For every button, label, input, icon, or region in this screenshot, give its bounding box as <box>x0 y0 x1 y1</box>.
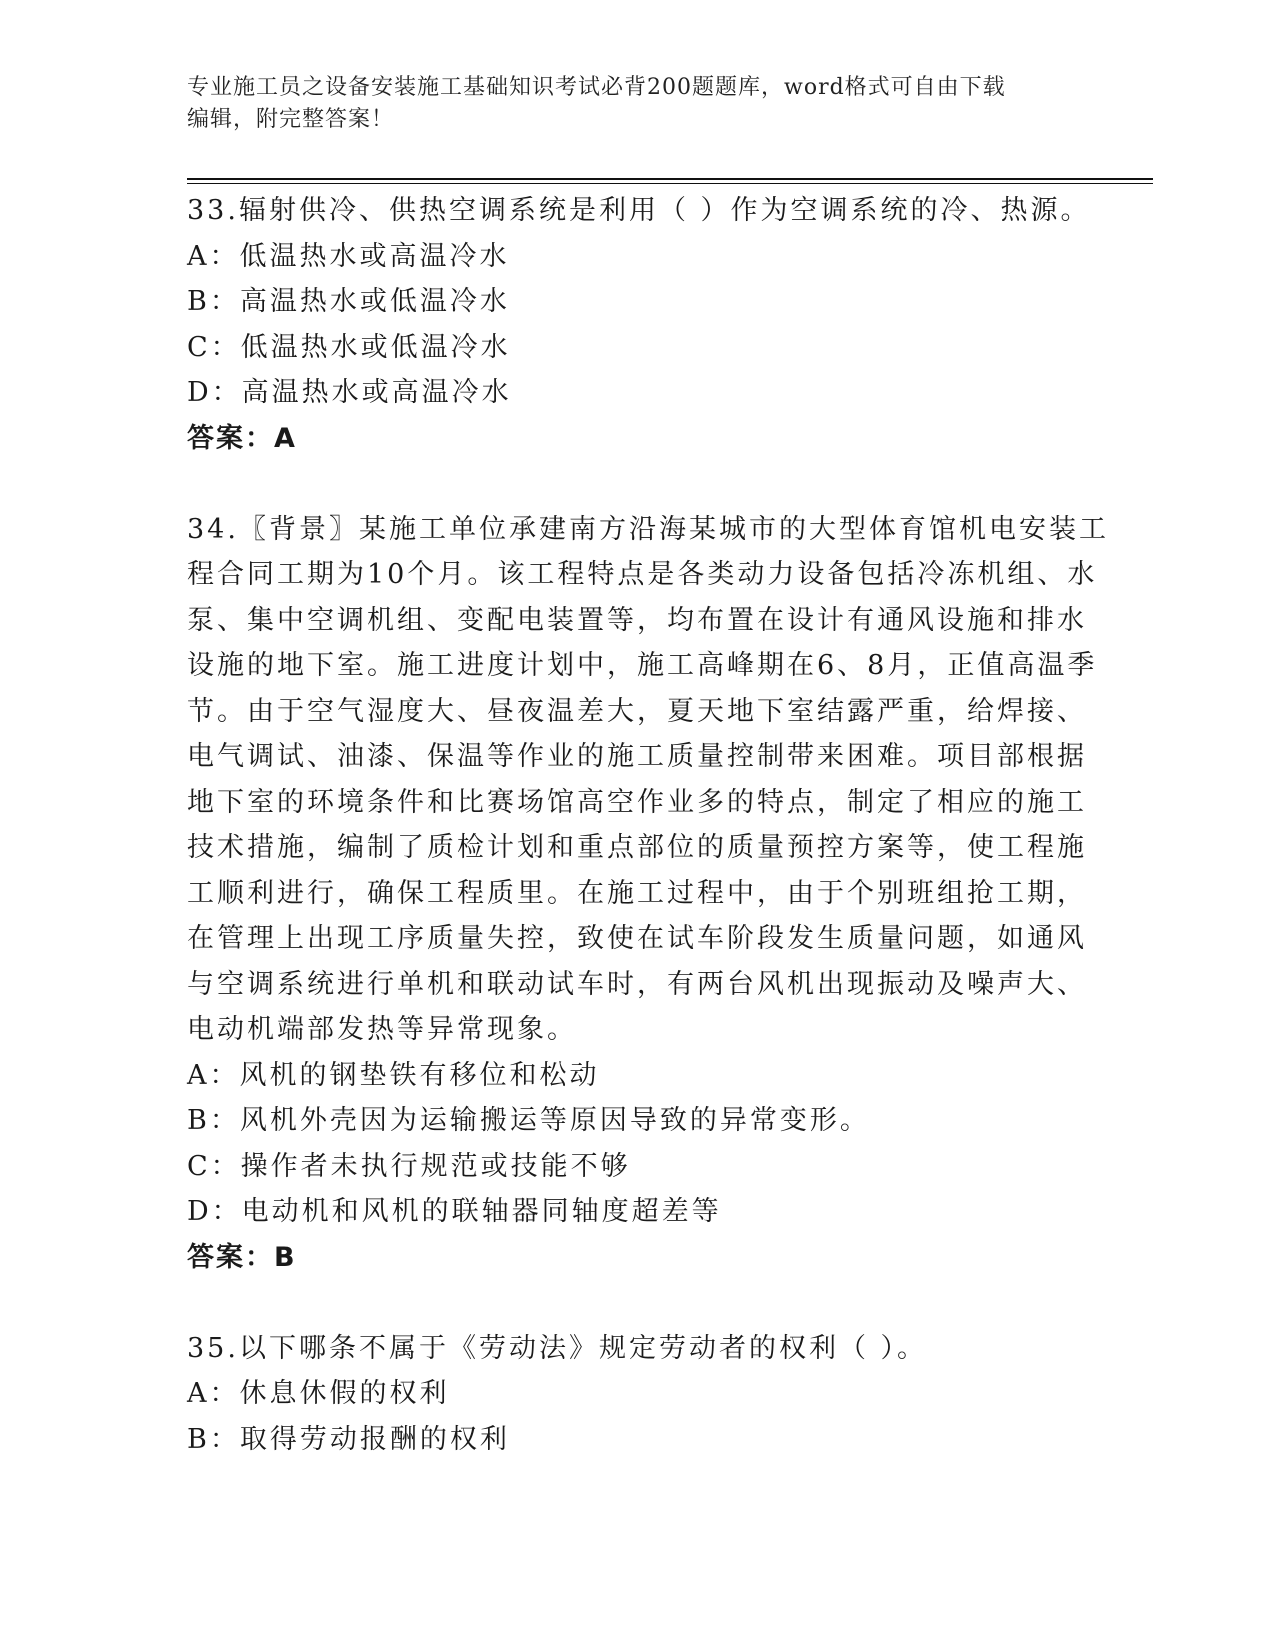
document-header <box>187 72 1087 136</box>
question-stem-line: 34.〖背景〗某施工单位承建南方沿海某城市的大型体育馆机电安装工 <box>187 513 1109 545</box>
header-line-1: 专业施工员之设备安装施工基础知识考试必背200题题库，word格式可自由下载 <box>187 75 1006 100</box>
question-stem-line: 泵、集中空调机组、变配电装置等，均布置在设计有通风设施和排水 <box>187 604 1087 636</box>
option-b: B：风机外壳因为运输搬运等原因导致的异常变形。 <box>187 1105 870 1136</box>
question-stem-line: 电动机端部发热等异常现象。 <box>187 1014 577 1045</box>
question-stem-line: 与空调系统进行单机和联动试车时，有两台风机出现振动及噪声大、 <box>187 968 1087 1000</box>
question-stem-line: 地下室的环境条件和比赛场馆高空作业多的特点，制定了相应的施工 <box>187 786 1087 818</box>
option-a: A：休息休假的权利 <box>187 1378 450 1409</box>
question-stem-line: 电气调试、油漆、保温等作业的施工质量控制带来困难。项目部根据 <box>187 741 1087 772</box>
answer-line: 答案：B <box>187 1241 297 1273</box>
question-stem-line: 节。由于空气湿度大、昼夜温差大，夏天地下室结露严重，给焊接、 <box>187 695 1087 727</box>
question-35 <box>187 1326 1087 1463</box>
question-stem-line: 工顺利进行，确保工程质里。在施工过程中，由于个别班组抢工期， <box>187 877 1087 909</box>
question-stem-line: 程合同工期为10个月。该工程特点是各类动力设备包括冷冻机组、水 <box>187 559 1098 590</box>
question-stem-line: 33.辐射供冷、供热空调系统是利用（ ）作为空调系统的冷、热源。 <box>187 195 1091 226</box>
option-a: A：低温热水或高温冷水 <box>187 240 510 272</box>
question-stem-line: 35.以下哪条不属于《劳动法》规定劳动者的权利（ ）。 <box>187 1332 928 1364</box>
option-b: B：取得劳动报酬的权利 <box>187 1423 510 1455</box>
answer-line: 答案：A <box>187 422 297 454</box>
option-d: D：高温热水或高温冷水 <box>187 377 512 408</box>
option-b: B：高温热水或低温冷水 <box>187 286 510 317</box>
question-34 <box>187 507 1109 1281</box>
question-stem-line: 技术措施，编制了质检计划和重点部位的质量预控方案等，使工程施 <box>187 832 1087 863</box>
option-d: D：电动机和风机的联轴器同轴度超差等 <box>187 1196 722 1227</box>
question-stem-line: 在管理上出现工序质量失控，致使在试车阶段发生质量问题，如通风 <box>187 923 1087 954</box>
option-c: C：操作者未执行规范或技能不够 <box>187 1150 631 1182</box>
header-line-2: 编辑，附完整答案！ <box>187 107 395 132</box>
question-gap <box>187 461 1087 507</box>
option-c: C：低温热水或低温冷水 <box>187 331 511 363</box>
header-rule-thick <box>187 178 1153 180</box>
question-stem-line: 设施的地下室。施工进度计划中，施工高峰期在6、8月，正值高温季 <box>187 650 1098 681</box>
question-list <box>187 188 1109 1462</box>
question-33 <box>187 188 1091 461</box>
header-rule-thin <box>187 183 1153 184</box>
question-gap <box>187 1280 1087 1326</box>
option-a: A：风机的钢垫铁有移位和松动 <box>187 1059 600 1091</box>
